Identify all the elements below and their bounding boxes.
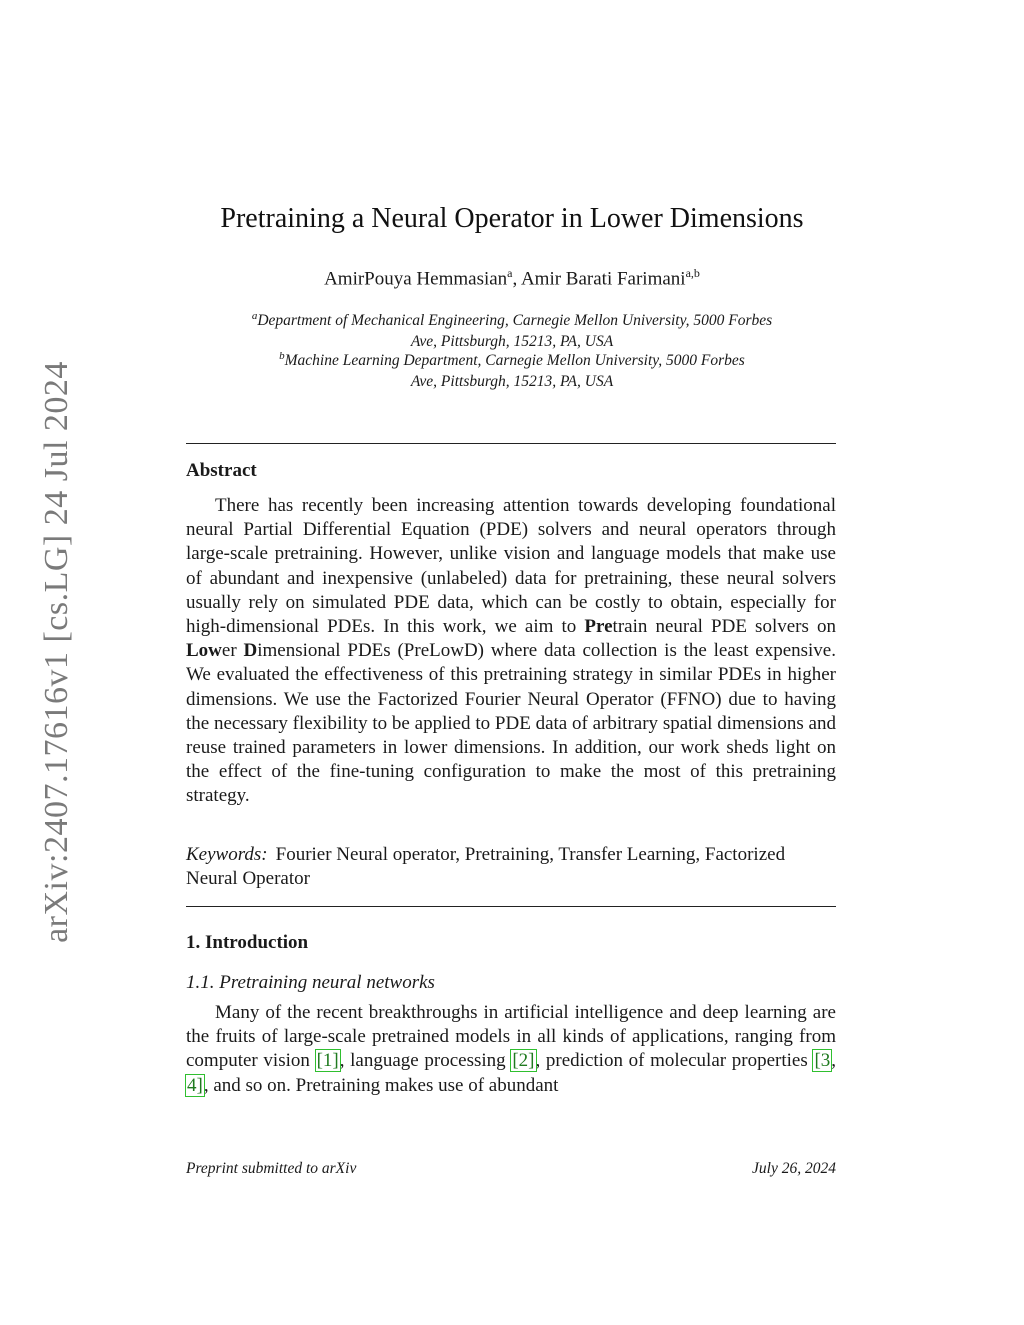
author-list bbox=[0, 266, 1024, 290]
citation-link[interactable]: [3 bbox=[814, 1050, 831, 1072]
abstract-bold-d: D bbox=[243, 640, 258, 662]
affil-mark: a bbox=[251, 310, 258, 322]
intro-text: , prediction of molecular properties bbox=[535, 1050, 814, 1072]
affil-mark: b bbox=[279, 350, 285, 362]
section-heading-introduction: 1. Introduction bbox=[186, 932, 309, 953]
arxiv-identifier-stamp[interactable] bbox=[37, 361, 77, 943]
introduction-paragraph bbox=[186, 1001, 836, 1098]
arxiv-stamp-text: arXiv:2407.17616v1 [cs.LG] 24 Jul 2024 bbox=[38, 361, 76, 943]
footer-date: July 26, 2024 bbox=[752, 1160, 836, 1177]
affil-line: Ave, Pittsburgh, 15213, PA, USA bbox=[410, 372, 614, 390]
affiliation-b bbox=[0, 346, 1024, 392]
footer-preprint-note: Preprint submitted to arXiv bbox=[186, 1160, 357, 1177]
subsection-heading-pretraining: 1.1. Pretraining neural networks bbox=[186, 972, 435, 993]
citation-link[interactable]: [1] bbox=[316, 1050, 339, 1072]
paper-title: Pretraining a Neural Operator in Lower Dimensions bbox=[220, 203, 804, 234]
intro-text: , bbox=[831, 1050, 837, 1072]
author-affil-mark: a,b bbox=[685, 266, 700, 280]
abstract-bold-low: Low bbox=[186, 640, 222, 662]
abstract-heading: Abstract bbox=[186, 460, 257, 481]
intro-text: Many of the recent breakthroughs in artificial intelligence and deep learning are the fruits of large-scale pretrained models in all kinds of applications, ranging from computer vision bbox=[186, 1002, 836, 1072]
author-name: Amir Barati Farimani bbox=[520, 268, 686, 290]
abstract-text: imensional PDEs (PreLowD) where data collection is the least expensive. We evaluated the effectiveness of this pretraining strategy in similar PDEs in higher dimensions. We use the Factorized Fourier Neural Operator (FFNO) due to having the necessary flexibility to be applied to PDE data of arbitrary spatial dimensions and reuse trained parameters in lower dimensions. In addition, our work sheds light on the effect of the fine-tuning configuration to make the most of this pretraining strategy. bbox=[186, 640, 836, 807]
abstract-bold-pre: Pre bbox=[584, 616, 613, 638]
intro-text: , language processing bbox=[339, 1050, 512, 1072]
abstract-text: There has recently been increasing attention towards developing foundational neural Partial Differential Equation (PDE) solvers and neural operators through large-scale pretraining. However, unlike vision and language models that make use of abundant and inexpensive (unlabeled) data for pretraining, these neural solvers usually rely on simulated PDE data, which can be costly to obtain, especially for high-dimensional PDEs. In this work, we aim to bbox=[186, 495, 836, 638]
keywords-label: Keywords: bbox=[186, 844, 268, 865]
keywords bbox=[186, 843, 806, 891]
affil-line: Department of Mechanical Engineering, Carnegie Mellon University, 5000 Forbes bbox=[257, 312, 773, 330]
author-separator: , bbox=[512, 268, 521, 290]
citation-link[interactable]: [2] bbox=[512, 1050, 535, 1072]
abstract-bottom-rule bbox=[186, 906, 836, 907]
author-affil-mark: a bbox=[507, 266, 513, 280]
intro-text: , and so on. Pretraining makes use of abundant bbox=[203, 1074, 559, 1096]
abstract-top-rule bbox=[186, 443, 836, 444]
affil-line: Ave, Pittsburgh, 15213, PA, USA bbox=[410, 332, 614, 350]
abstract-paragraph bbox=[186, 494, 836, 809]
keywords-text: Fourier Neural operator, Pretraining, Transfer Learning, Factorized Neural Operator bbox=[186, 844, 786, 890]
author-name: AmirPouya Hemmasian bbox=[324, 268, 508, 290]
abstract-text: train neural PDE solvers on bbox=[612, 616, 836, 638]
abstract-text: er bbox=[221, 640, 244, 662]
citation-link[interactable]: 4] bbox=[187, 1074, 203, 1096]
affil-line: Machine Learning Department, Carnegie Mellon University, 5000 Forbes bbox=[284, 352, 745, 370]
